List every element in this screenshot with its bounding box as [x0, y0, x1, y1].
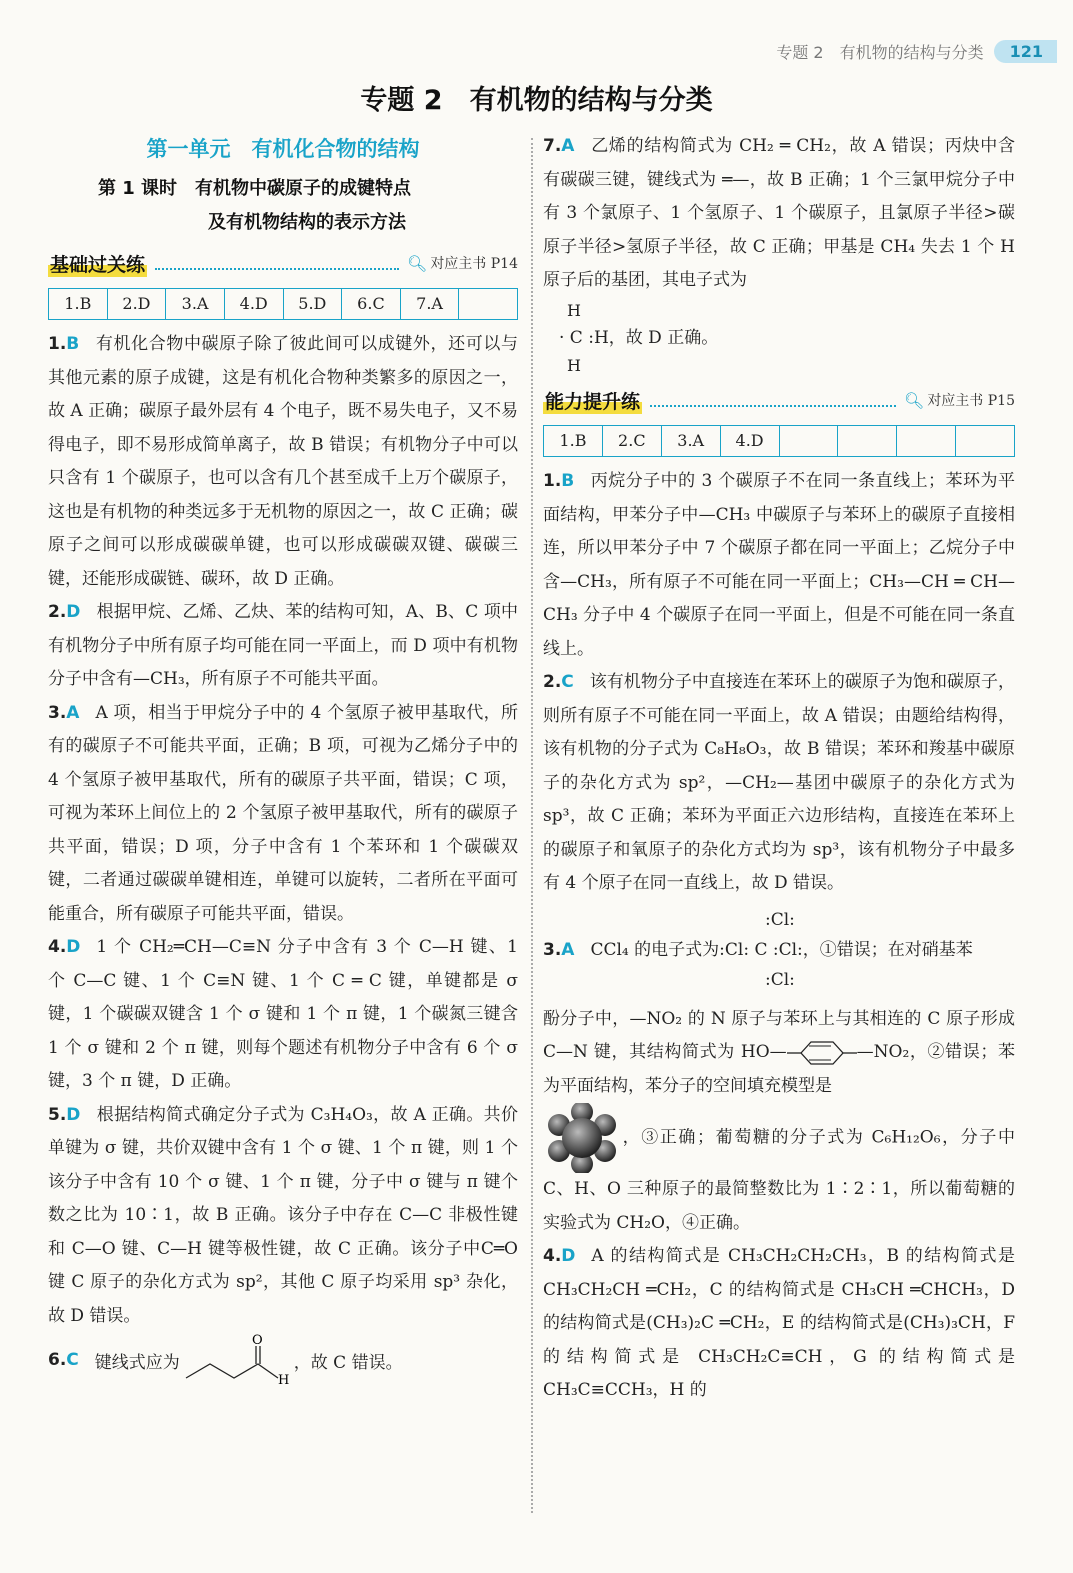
answer-cell [956, 426, 1014, 456]
answer-cell [780, 426, 839, 456]
ability-ref [904, 390, 1015, 410]
running-header [776, 38, 1057, 64]
margin-note [0, 1280, 2, 1363]
explanation-item [48, 1099, 518, 1334]
answer-cell: 4.D [225, 289, 284, 319]
ccl4-lewis-mid: :Cl: C :Cl: [719, 939, 803, 960]
dotted-rule [650, 393, 896, 407]
item-text: ，故 C 错误。 [293, 1352, 403, 1373]
search-icon: 🔍︎ [407, 253, 428, 273]
item-number: 1. [48, 334, 67, 354]
basic-section-name: 基础过关练 [48, 250, 147, 277]
item-text: A 的结构简式是 CH₃CH₂CH₂CH₃，B 的结构简式是 CH₃CH₂CH ═CH₂，C 的结构简式是 CH₃CH ═CHCH₃，D 的结构简式是(CH₃)₂C ═CH₂，E 的结构简式是(CH₃)₃CH，F 的结构简式是 CH₃CH₂C≡CH，G 的结构简式是 CH₃C≡CCH₃，H 的 [543, 1246, 1015, 1400]
item-number: 4. [543, 1246, 562, 1266]
item-text: A 项，相当于甲烷分子中的 4 个氢原子被甲基取代，所有的碳原子不可能共平面，正确；B 项，可视为乙烯分子中的 4 个氢原子被甲基取代，所有的碳原子共平面，错误；C 项，可视为苯环上间位上的 2 个氢原子被甲基取代，所有的碳原子共平面，错误；D 项，分子中含有 1 个苯环和 1 个碳碳双键，二者通过碳碳单键相连，单键可以旋转，二者所在平面可能重合，所有碳原子可能共平面，错误。 [48, 702, 518, 924]
explanation-item [543, 130, 1015, 298]
header-section: 专题 2 有机物的结构与分类 [776, 42, 984, 62]
explanation-item [543, 465, 1015, 666]
item-answer: B [66, 334, 80, 354]
ccl4-lewis-bottom: :Cl: [765, 969, 795, 990]
lesson-title-line1: 第 1 课时 有机物中碳原子的成键特点 [98, 178, 412, 199]
item-number: 3. [543, 939, 562, 960]
dotted-rule [155, 256, 399, 270]
explanation-item [48, 1333, 518, 1387]
explanation-item [48, 931, 518, 1099]
answer-cell: 1.B [49, 289, 108, 319]
item-text: ，③正确；葡萄糖的分子式为 C₆H₁₂O₆，分子中 C、H、O 三种原子的最简整数比为 1∶2∶1，所以葡萄糖的实验式为 CH₂O，④正确。 [543, 1127, 1015, 1233]
item-answer: A [66, 702, 80, 723]
lewis-mid: · C :H，故 D 正确。 [559, 327, 719, 348]
item-text: —NO₂，②错误；苯为平面结构，苯分子的空间填充模型是 [543, 1042, 1015, 1096]
nitrophenol-line [543, 1003, 1015, 1104]
item-text: 该有机物分子中直接连在苯环上的碳原子为饱和碳原子，则所有原子不可能在同一平面上，故 A 错误；由题给结构得，该有机物的分子式为 C₈H₈O₃，故 B 错误；苯环和羧基中碳原子的杂化方式为 sp²，—CH₂—基团中碳原子的杂化方式为 sp³，故 C 正确；苯环为平面正六边形结构，直接连在苯环上的碳原子和氧原子的杂化方式均为 sp³，该有机物分子中最多有 4 个原子在同一直线上，故 D 错误。 [543, 672, 1015, 893]
answer-cell: 7.A [401, 289, 460, 319]
answer-cell: 2.D [108, 289, 167, 319]
item-answer: D [66, 937, 81, 957]
item-text: 有机化合物中碳原子除了彼此间可以成键外，还可以与其他元素的原子成键，这是有机化合物种类繁多的原因之一，故 A 正确；碳原子最外层有 4 个电子，既不易失电子，又不易得电子，即不易形成简单离子，故 B 错误；有机物分子中可以只含有 1 个碳原子，也可以含有几个甚至成千上万个碳原子，这也是有机物的种类远多于无机物的原因之一，故 C 正确；碳原子之间可以形成碳碳单键，也可以形成碳碳双键、碳碳三键，还能形成碳链、碳环，故 D 正确。 [48, 334, 518, 589]
item-number: 6. [48, 1350, 67, 1370]
ccl4-lewis-top: :Cl: [765, 909, 795, 930]
unit-title: 第一单元 有机化合物的结构 [146, 137, 420, 161]
skeletal-formula-figure [182, 1334, 292, 1386]
answer-cell: 1.B [544, 426, 603, 456]
ability-ref-text: 对应主书 P15 [927, 393, 1015, 409]
answer-cell: 6.C [342, 289, 401, 319]
answer-cell: 3.A [662, 426, 721, 456]
item-answer: A [561, 136, 575, 156]
benzene-space-filling-model [543, 1103, 621, 1173]
ability-section-header [543, 385, 1015, 415]
lewis-bottom: H [567, 356, 581, 375]
answer-cell [897, 426, 956, 456]
item-number: 5. [48, 1104, 67, 1125]
answer-cell [459, 289, 517, 319]
item-text: 丙烷分子中的 3 个碳原子不在同一条直线上；苯环为平面结构，甲苯分子中—CH₃ 中碳原子与苯环上的碳原子直接相连，所以甲苯分子中 7 个碳原子都在同一平面上；乙烷分子中含—CH₃，所有原子不可能在同一平面上；CH₃—CH ═ CH—CH₃ 分子中 4 个碳原子在同一平面上，但是不可能在同一条直线上。 [543, 471, 1015, 659]
page-number: 121 [994, 40, 1057, 63]
item-text: 根据结构简式确定分子式为 C₃H₄O₃，故 A 正确。共价单键为 σ 键，共价双键中含有 1 个 σ 键、1 个 π 键，则 1 个该分子中含有 10 个 σ 键、1 个 π 键，分子中 σ 键与 π 键个数之比为 10∶1，故 B 正确。该分子中存在 C—C 非极性键和 C—O 键、C—H 键等极性键，故 C 正确。该分子中C═O键 C 原子的杂化方式为 sp²，其他 C 原子均采用 sp³ 杂化，故 D 错误。 [48, 1104, 518, 1326]
explanation-item [48, 328, 518, 596]
item-number: 2. [48, 602, 67, 622]
item-number: 2. [543, 672, 562, 692]
left-column [48, 130, 518, 1387]
benzene-ring-icon [787, 1039, 857, 1067]
answer-cell: 2.C [603, 426, 662, 456]
methyl-lewis-structure [543, 300, 1015, 378]
item-text: CCl₄ 的电子式为 [590, 939, 720, 960]
right-column [543, 130, 1015, 1408]
benzene-model-line [543, 1103, 1015, 1240]
svg-text:H: H [277, 1373, 290, 1386]
basic-ref [407, 253, 518, 273]
item-text: 根据甲烷、乙烯、乙炔、苯的结构可知，A、B、C 项中有机物分子中所有原子均可能在同一平面上，而 D 项中有机物分子中含有—CH₃，所有原子不可能共平面。 [48, 602, 518, 689]
explanation-item [543, 905, 1015, 1241]
search-icon: 🔍︎ [904, 390, 925, 410]
explanation-item [543, 1240, 1015, 1408]
answer-cell: 5.D [284, 289, 343, 319]
item-text: 乙烯的结构简式为 CH₂ ═ CH₂，故 A 错误；丙炔中含有碳碳三键，键线式为 ═—，故 B 正确；1 个三氯甲烷分子中有 3 个氯原子、1 个氢原子、1 个碳原子，且氯原子半径>碳原子半径>氢原子半径，故 C 正确；甲基是 CH₄ 失去 1 个 H 原子后的基团，其电子式为 [543, 136, 1015, 290]
ability-answer-table [543, 425, 1015, 457]
item-answer: C [66, 1350, 79, 1370]
item-text: 键线式应为 [94, 1352, 180, 1373]
item-text: 1 个 CH₂═CH—C≡N 分子中含有 3 个 C—H 键、1 个 C—C 键、1 个 C≡N 键、1 个 C ═ C 键，单键都是 σ 键，1 个碳碳双键含 1 个 σ 键和 1 个 π 键，1 个碳氮三键含 1 个 σ 键和 2 个 π 键，则每个题述有机物分子中含有 6 个 σ 键，3 个 π 键，D 正确。 [48, 937, 518, 1091]
explanation-item [543, 666, 1015, 901]
item-answer: D [66, 602, 81, 622]
answer-cell [838, 426, 897, 456]
item-text: 酚分子中，—NO₂ 的 N 原子与苯环上与其相连的 C 原子形成 C—N 键，其结构简式为 HO— [543, 1008, 1015, 1062]
item-answer: B [561, 471, 575, 491]
lewis-top: H [567, 300, 581, 320]
basic-section-header [48, 248, 518, 278]
ability-section-name: 能力提升练 [543, 387, 642, 414]
lesson-title-line2: 及有机物结构的表示方法 [208, 212, 406, 233]
item-number: 7. [543, 136, 562, 156]
item-text: ，①错误；在对硝基苯 [802, 939, 973, 960]
svg-text:O: O [251, 1334, 263, 1348]
chapter-title: 专题 2 有机物的结构与分类 [360, 85, 713, 116]
basic-answer-table [48, 288, 518, 320]
item-number: 1. [543, 471, 562, 491]
basic-ref-text: 对应主书 P14 [430, 256, 518, 272]
lesson-title [48, 172, 518, 240]
item-number: 4. [48, 937, 67, 957]
item-answer: D [66, 1104, 81, 1125]
answer-cell: 3.A [166, 289, 225, 319]
item-number: 3. [48, 702, 67, 723]
ccl4-line [543, 935, 1015, 965]
item-answer: D [561, 1246, 576, 1266]
explanation-item [48, 596, 518, 697]
answer-cell: 4.D [721, 426, 780, 456]
explanation-item [48, 697, 518, 932]
item-answer: C [561, 672, 574, 692]
item-answer: A [561, 939, 575, 960]
column-divider [531, 138, 533, 1513]
